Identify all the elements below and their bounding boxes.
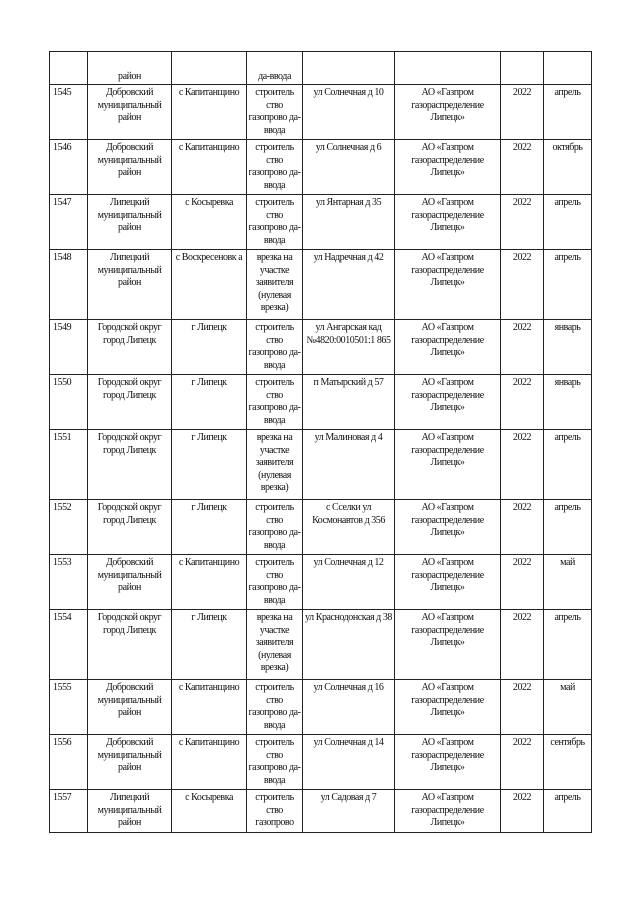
gas-connection-registry-table <box>49 51 592 833</box>
organization-cell: АО «Газпром газораспределение Липецк» <box>395 140 501 195</box>
work-type-cell: строитель ство газопрово <box>247 790 303 833</box>
year-cell: 2022 <box>501 735 544 790</box>
month-cell: январь <box>544 320 592 375</box>
address-cell: с Сселки ул Космонавтов д 356 <box>303 500 395 555</box>
settlement-cell: с Капитанщино <box>172 680 247 735</box>
month-cell: сентябрь <box>544 735 592 790</box>
row-number-cell: 1545 <box>50 85 88 140</box>
month-cell: октябрь <box>544 140 592 195</box>
table-row <box>50 52 592 85</box>
work-type-cell: врезка на участке заявителя (нулевая врезка) <box>247 250 303 320</box>
settlement-cell: с Капитанщино <box>172 735 247 790</box>
address-cell: ул Солнечная д 6 <box>303 140 395 195</box>
address-cell: ул Садовая д 7 <box>303 790 395 833</box>
work-type-cell: строитель ство газопрово да-ввода <box>247 195 303 250</box>
year-cell: 2022 <box>501 790 544 833</box>
row-number-cell: 1551 <box>50 430 88 500</box>
municipality-cell: Добровский муниципальный район <box>88 555 172 610</box>
organization-cell: АО «Газпром газораспределение Липецк» <box>395 250 501 320</box>
table-row <box>50 610 592 680</box>
table-row <box>50 430 592 500</box>
table-row <box>50 735 592 790</box>
municipality-cell: район <box>88 52 172 85</box>
month-cell: апрель <box>544 85 592 140</box>
table-row <box>50 85 592 140</box>
year-cell: 2022 <box>501 195 544 250</box>
municipality-cell: Городской округ город Липецк <box>88 375 172 430</box>
settlement-cell: с Воскресеновк а <box>172 250 247 320</box>
work-type-cell: строитель ство газопрово да-ввода <box>247 500 303 555</box>
row-number-cell <box>50 52 88 85</box>
settlement-cell: г Липецк <box>172 320 247 375</box>
address-cell <box>303 52 395 85</box>
table-row <box>50 250 592 320</box>
organization-cell <box>395 52 501 85</box>
address-cell: ул Солнечная д 14 <box>303 735 395 790</box>
address-cell: ул Малиновая д 4 <box>303 430 395 500</box>
organization-cell: АО «Газпром газораспределение Липецк» <box>395 195 501 250</box>
work-type-cell: строитель ство газопрово да-ввода <box>247 320 303 375</box>
table-row <box>50 680 592 735</box>
municipality-cell: Липецкий муниципальный район <box>88 195 172 250</box>
address-cell: ул Солнечная д 12 <box>303 555 395 610</box>
municipality-cell: Городской округ город Липецк <box>88 500 172 555</box>
table-row <box>50 320 592 375</box>
organization-cell: АО «Газпром газораспределение Липецк» <box>395 735 501 790</box>
year-cell <box>501 52 544 85</box>
municipality-cell: Липецкий муниципальный район <box>88 250 172 320</box>
address-cell: ул Солнечная д 16 <box>303 680 395 735</box>
row-number-cell: 1549 <box>50 320 88 375</box>
address-cell: ул Янтарная д 35 <box>303 195 395 250</box>
month-cell: апрель <box>544 610 592 680</box>
month-cell: январь <box>544 375 592 430</box>
work-type-cell: строитель ство газопрово да-ввода <box>247 680 303 735</box>
work-type-cell: строитель ство газопрово да-ввода <box>247 140 303 195</box>
row-number-cell: 1557 <box>50 790 88 833</box>
row-number-cell: 1548 <box>50 250 88 320</box>
settlement-cell: г Липецк <box>172 375 247 430</box>
settlement-cell: с Капитанщино <box>172 85 247 140</box>
year-cell: 2022 <box>501 375 544 430</box>
month-cell: апрель <box>544 500 592 555</box>
row-number-cell: 1547 <box>50 195 88 250</box>
address-cell: п Матырский д 57 <box>303 375 395 430</box>
work-type-cell: строитель ство газопрово да-ввода <box>247 735 303 790</box>
row-number-cell: 1552 <box>50 500 88 555</box>
municipality-cell: Городской округ город Липецк <box>88 320 172 375</box>
organization-cell: АО «Газпром газораспределение Липецк» <box>395 790 501 833</box>
table-row <box>50 140 592 195</box>
year-cell: 2022 <box>501 320 544 375</box>
month-cell: апрель <box>544 790 592 833</box>
municipality-cell: Липецкий муниципальный район <box>88 790 172 833</box>
work-type-cell: строитель ство газопрово да-ввода <box>247 85 303 140</box>
settlement-cell: с Капитанщино <box>172 555 247 610</box>
year-cell: 2022 <box>501 430 544 500</box>
settlement-cell: с Косыревка <box>172 195 247 250</box>
organization-cell: АО «Газпром газораспределение Липецк» <box>395 430 501 500</box>
year-cell: 2022 <box>501 680 544 735</box>
municipality-cell: Городской округ город Липецк <box>88 430 172 500</box>
municipality-cell: Добровский муниципальный район <box>88 735 172 790</box>
work-type-cell: да-ввода <box>247 52 303 85</box>
organization-cell: АО «Газпром газораспределение Липецк» <box>395 680 501 735</box>
table-row <box>50 555 592 610</box>
organization-cell: АО «Газпром газораспределение Липецк» <box>395 555 501 610</box>
row-number-cell: 1554 <box>50 610 88 680</box>
settlement-cell: с Капитанщино <box>172 140 247 195</box>
municipality-cell: Добровский муниципальный район <box>88 140 172 195</box>
municipality-cell: Добровский муниципальный район <box>88 85 172 140</box>
organization-cell: АО «Газпром газораспределение Липецк» <box>395 85 501 140</box>
month-cell: май <box>544 555 592 610</box>
year-cell: 2022 <box>501 250 544 320</box>
table-row <box>50 790 592 833</box>
organization-cell: АО «Газпром газораспределение Липецк» <box>395 320 501 375</box>
municipality-cell: Добровский муниципальный район <box>88 680 172 735</box>
settlement-cell: г Липецк <box>172 610 247 680</box>
table-row <box>50 195 592 250</box>
month-cell <box>544 52 592 85</box>
address-cell: ул Надречная д 42 <box>303 250 395 320</box>
month-cell: апрель <box>544 195 592 250</box>
row-number-cell: 1550 <box>50 375 88 430</box>
organization-cell: АО «Газпром газораспределение Липецк» <box>395 610 501 680</box>
row-number-cell: 1546 <box>50 140 88 195</box>
work-type-cell: врезка на участке заявителя (нулевая врезка) <box>247 430 303 500</box>
settlement-cell: г Липецк <box>172 430 247 500</box>
year-cell: 2022 <box>501 500 544 555</box>
year-cell: 2022 <box>501 610 544 680</box>
row-number-cell: 1556 <box>50 735 88 790</box>
municipality-cell: Городской округ город Липецк <box>88 610 172 680</box>
work-type-cell: строитель ство газопрово да-ввода <box>247 555 303 610</box>
settlement-cell: с Косыревка <box>172 790 247 833</box>
settlement-cell <box>172 52 247 85</box>
address-cell: ул Ангарская кад №4820:0010501:1 865 <box>303 320 395 375</box>
row-number-cell: 1553 <box>50 555 88 610</box>
address-cell: ул Краснодонская д 38 <box>303 610 395 680</box>
organization-cell: АО «Газпром газораспределение Липецк» <box>395 500 501 555</box>
month-cell: май <box>544 680 592 735</box>
organization-cell: АО «Газпром газораспределение Липецк» <box>395 375 501 430</box>
table-row <box>50 375 592 430</box>
month-cell: апрель <box>544 250 592 320</box>
year-cell: 2022 <box>501 555 544 610</box>
work-type-cell: строитель ство газопрово да-ввода <box>247 375 303 430</box>
row-number-cell: 1555 <box>50 680 88 735</box>
address-cell: ул Солнечная д 10 <box>303 85 395 140</box>
year-cell: 2022 <box>501 85 544 140</box>
table-row <box>50 500 592 555</box>
work-type-cell: врезка на участке заявителя (нулевая врезка) <box>247 610 303 680</box>
settlement-cell: г Липецк <box>172 500 247 555</box>
year-cell: 2022 <box>501 140 544 195</box>
month-cell: апрель <box>544 430 592 500</box>
